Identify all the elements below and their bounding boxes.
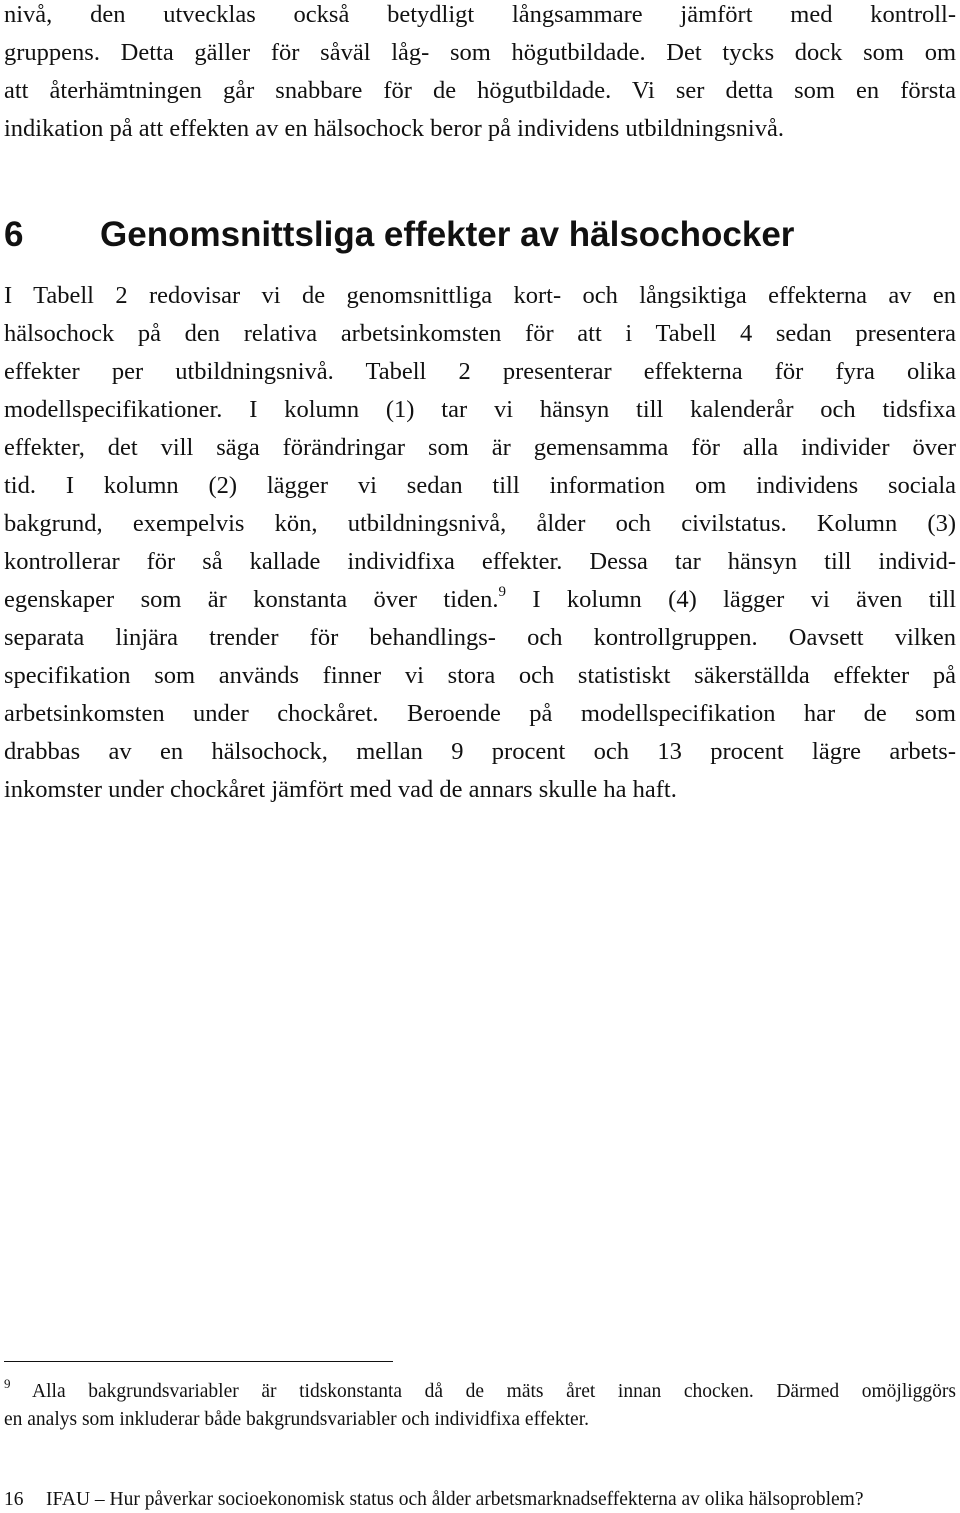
text-line: I Tabell 2 redovisar vi de genomsnittliga kort- och långsiktiga effekterna av en: [4, 282, 956, 309]
footnote-separator: [4, 1361, 393, 1362]
text-line: att återhämtningen går snabbare för de högutbildade. Vi ser detta som en första: [4, 77, 956, 104]
text-line: drabbas av en hälsochock, mellan 9 procent och 13 procent lägre arbets-: [4, 738, 956, 765]
text-line: effekter, det vill säga förändringar som är gemensamma för alla individer över: [4, 434, 956, 461]
section-number: 6: [4, 215, 24, 254]
text-line: kontrollerar för så kallade individfixa effekter. Dessa tar hänsyn till individ-: [4, 548, 956, 575]
text-line: separata linjära trender för behandlings- och kontrollgruppen. Oavsett vilken: [4, 624, 956, 651]
text-line: bakgrund, exempelvis kön, utbildningsnivå, ålder och civilstatus. Kolumn (3): [4, 510, 956, 537]
text-line: inkomster under chockåret jämfört med vad de annars skulle ha haft.: [4, 776, 677, 803]
text-line-with-footnote: [4, 585, 956, 615]
page-number: 16: [4, 1489, 24, 1510]
text-line: hälsochock på den relativa arbetsinkomsten för att i Tabell 4 sedan presentera: [4, 320, 956, 347]
section-heading: [4, 213, 956, 257]
footnote-line: en analys som inkluderar både bakgrundsvariabler och individfixa effekter.: [4, 1409, 589, 1430]
page-footer: [4, 1488, 960, 1512]
footnote-text: Alla bakgrundsvariabler är tidskonstanta då de mäts året innan chocken. Därmed omöjliggörs: [10, 1381, 956, 1402]
footnote-marker: 9: [4, 1376, 11, 1391]
section-title: Genomsnittsliga effekter av hälsochocker: [100, 215, 795, 254]
text-line: effekter per utbildningsnivå. Tabell 2 presenterar effekterna för fyra olika: [4, 358, 956, 385]
running-footer-text: IFAU – Hur påverkar socioekonomisk status och ålder arbetsmarknadseffekterna av olika hälsoproblem?: [46, 1489, 864, 1510]
text-line: tid. I kolumn (2) lägger vi sedan till information om individens sociala: [4, 472, 956, 499]
text-line: modellspecifikationer. I kolumn (1) tar vi hänsyn till kalenderår och tidsfixa: [4, 396, 956, 423]
text-line: nivå, den utvecklas också betydligt långsammare jämfört med kontroll-: [4, 1, 956, 28]
text-line: indikation på att effekten av en hälsochock beror på individens utbildningsnivå.: [4, 115, 784, 142]
footnote-reference[interactable]: 9: [498, 584, 507, 600]
text-line: arbetsinkomsten under chockåret. Beroende på modellspecifikation har de som: [4, 700, 956, 727]
text-line: gruppens. Detta gäller för såväl låg- som högutbildade. Det tycks dock som om: [4, 39, 956, 66]
text-segment: I kolumn (4) lägger vi även till: [506, 586, 957, 613]
text-line: specifikation som används finner vi stora och statistiskt säkerställda effekter på: [4, 662, 956, 689]
footnote-line: [4, 1376, 956, 1404]
text-segment: egenskaper som är konstanta över tiden.: [4, 586, 499, 613]
